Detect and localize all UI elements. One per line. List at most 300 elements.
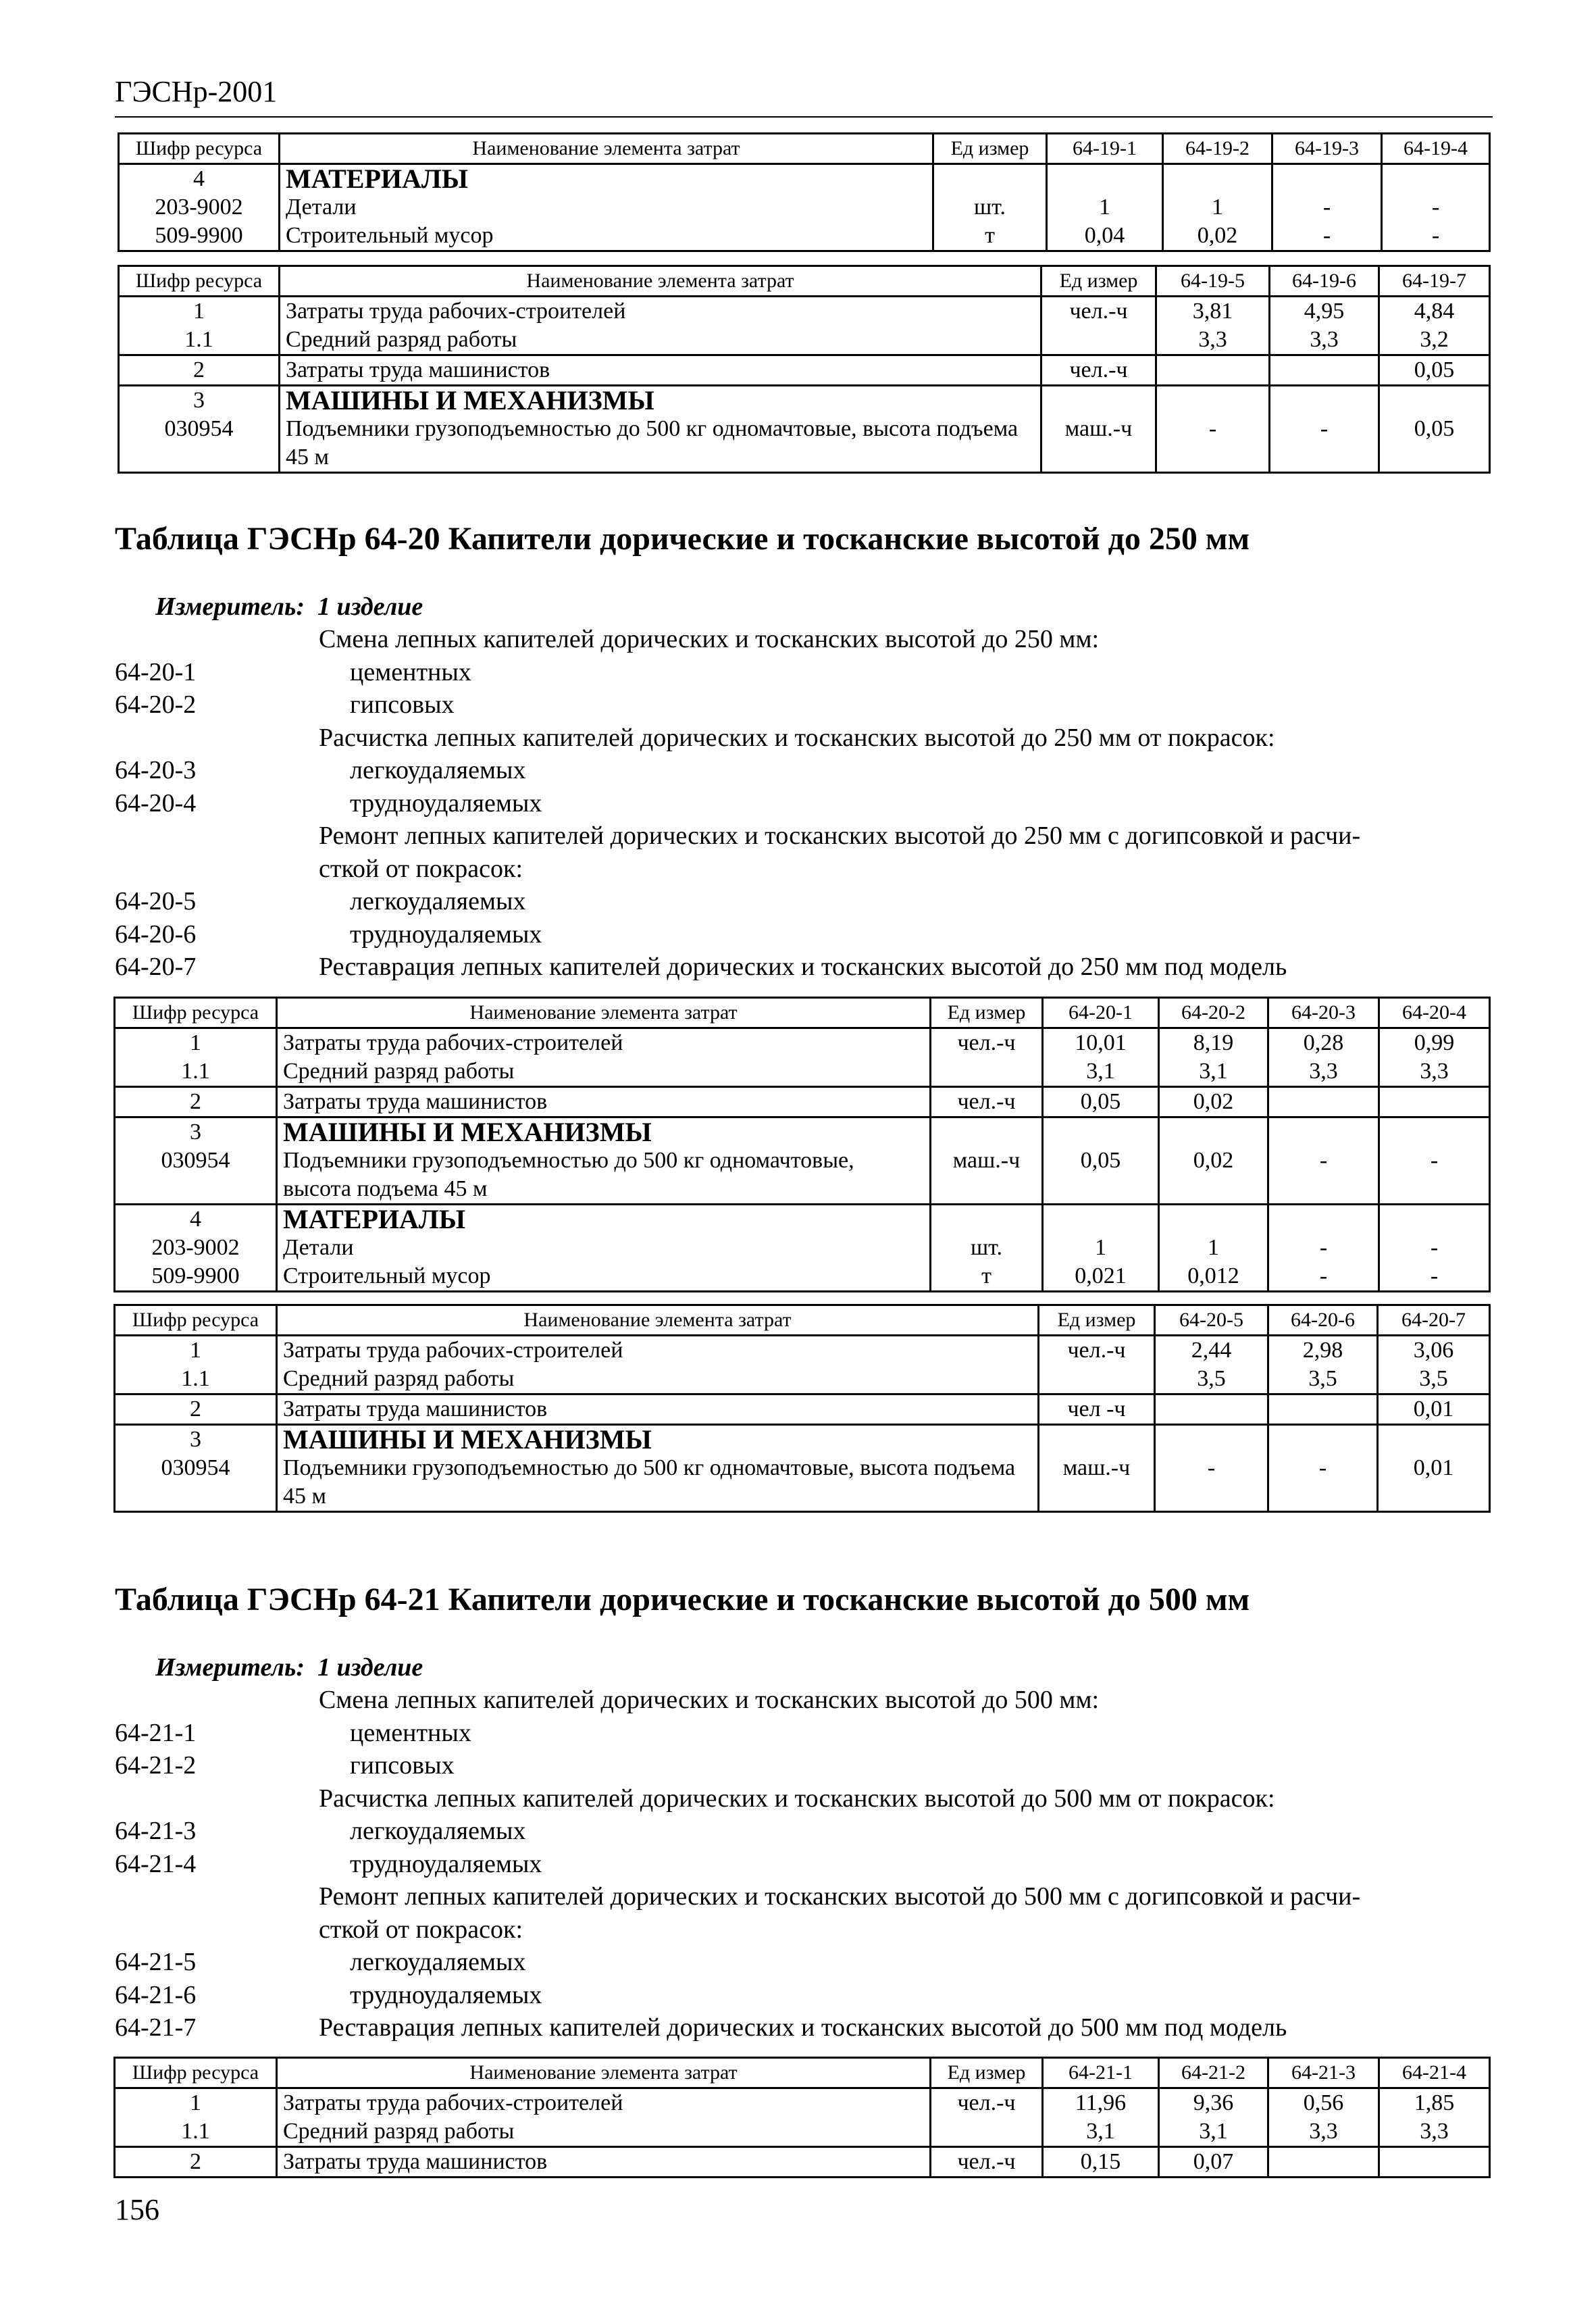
column-header: 64-21-2 [1159,2058,1268,2088]
cost-element-cell: МАШИНЫ И МЕХАНИЗМЫ [280,386,1041,416]
value-cell: - [1379,1147,1490,1205]
cost-element-cell: Строительный мусор [277,1262,931,1292]
meter-64-20 [155,592,423,622]
value-cell: - [1268,1234,1379,1262]
table-row [115,1394,1490,1425]
norm-code: 64-21-5 [115,1948,197,1976]
column-header: 64-20-5 [1155,1305,1268,1336]
value-cell: 3,1 [1159,2117,1268,2147]
column-header: 64-19-1 [1047,134,1163,164]
table-64-20-a [113,997,1491,1292]
list-item [115,1848,1493,1881]
value-cell: 3,3 [1268,1057,1379,1087]
table-row [115,2117,1490,2147]
column-header: 64-19-2 [1163,134,1272,164]
table-row [115,2088,1490,2118]
cost-element-cell: Затраты труда машинистов [277,1087,931,1117]
table-row [119,164,1490,194]
table-row [119,415,1490,473]
unit-cell: чел.-ч [931,2088,1043,2118]
cost-element-cell: Средний разряд работы [280,326,1041,355]
value-cell [1268,1087,1379,1117]
norm-code: 64-20-6 [115,920,197,949]
table-row [115,1117,1490,1147]
table-row [119,193,1490,222]
value-cell: 0,01 [1378,1394,1490,1425]
cost-element-cell: Детали [280,193,933,222]
value-cell: 3,3 [1379,2117,1490,2147]
value-cell [1270,355,1379,386]
unit-cell: т [933,222,1047,251]
table-row [115,1205,1490,1234]
value-cell: - [1268,1262,1379,1292]
table-row [115,2147,1490,2178]
cost-element-cell: Средний разряд работы [277,2117,931,2147]
value-cell: - [1379,1262,1490,1292]
column-header: Шифр ресурса [119,266,280,297]
work-description: трудноудаляемых [350,1980,542,2009]
table-row [115,1425,1490,1455]
cost-element-cell: Подъемники грузоподъемностью до 500 кг одномачтовые, высота подъема 45 м [277,1454,1039,1512]
unit-cell: чел.-ч [1041,297,1156,326]
value-cell: 0,07 [1159,2147,1268,2178]
work-description: Ремонт лепных капителей дорических и тосканских высотой до 500 мм с догипсовкой и расчи- [319,1882,1361,1911]
value-cell [1270,386,1379,416]
norm-code [115,1913,319,1946]
cost-element-cell: МАТЕРИАЛЫ [280,164,933,194]
column-header: 64-21-3 [1268,2058,1379,2088]
value-cell: 3,3 [1379,1057,1490,1087]
column-header: 64-20-2 [1159,998,1268,1028]
resource-code-cell: 1.1 [115,1365,277,1394]
meter-64-21 [155,1653,423,1682]
value-cell [1155,1425,1268,1455]
unit-cell: шт. [931,1234,1043,1262]
resource-code-cell: 1 [115,1336,277,1365]
work-description: цементных [350,1718,471,1747]
work-description: легкоудаляемых [350,1948,526,1976]
unit-cell [933,164,1047,194]
work-description: легкоудаляемых [350,887,526,915]
value-cell: 3,5 [1378,1365,1490,1394]
table-row [115,1087,1490,1117]
resource-code-cell: 3 [119,386,280,416]
resource-code-cell: 1.1 [119,326,280,355]
value-cell [1272,164,1382,194]
column-header: 64-19-6 [1270,266,1379,297]
value-cell: 4,84 [1379,297,1490,326]
list-item [115,1913,1493,1946]
value-cell [1159,1117,1268,1147]
resource-code-cell: 203-9002 [115,1234,277,1262]
unit-cell [1041,386,1156,416]
table-64-20-b [113,1304,1491,1513]
table-header-row [115,1305,1490,1336]
table-row [119,297,1490,326]
value-cell [1043,1205,1159,1234]
value-cell: 10,01 [1043,1028,1159,1058]
norm-code [115,1684,319,1717]
unit-cell: маш.-ч [1039,1454,1155,1512]
norm-code: 64-21-6 [115,1980,197,2009]
list-item [115,951,1493,984]
work-description: Расчистка лепных капителей дорических и тосканских высотой до 250 мм от покрасок: [319,723,1275,752]
value-cell [1159,1205,1268,1234]
column-header: Ед измер [931,998,1043,1028]
cost-element-cell: Строительный мусор [280,222,933,251]
unit-cell [931,2117,1043,2147]
table-row [115,1365,1490,1394]
value-cell [1155,1394,1268,1425]
norm-code: 64-20-2 [115,690,197,719]
work-list-64-21 [115,1684,1493,2044]
norm-code [115,853,319,886]
work-description: гипсовых [350,1751,455,1780]
resource-code-cell: 1.1 [115,2117,277,2147]
work-description: трудноудаляемых [350,920,542,949]
cost-element-cell: Подъемники грузоподъемностью до 500 кг одномачтовые, высота подъема 45 м [277,1147,931,1205]
value-cell [1268,1117,1379,1147]
value-cell: 1,85 [1379,2088,1490,2118]
value-cell [1156,386,1270,416]
work-description: легкоудаляемых [350,756,526,784]
value-cell: 0,012 [1159,1262,1268,1292]
value-cell [1379,1205,1490,1234]
resource-code-cell: 2 [115,1087,277,1117]
table-64-19-materials [118,132,1491,252]
list-item [115,1880,1493,1913]
column-header: 64-20-7 [1378,1305,1490,1336]
norm-code [115,722,319,755]
resource-code-cell: 4 [115,1205,277,1234]
meter-label: Измеритель: [155,593,305,621]
meter-label: Измеритель: [155,1653,305,1682]
value-cell: 0,04 [1047,222,1163,251]
unit-cell: чел.-ч [1041,355,1156,386]
value-cell: 1 [1163,193,1272,222]
work-description: Ремонт лепных капителей дорических и тосканских высотой до 250 мм с догипсовкой и расчи- [319,822,1361,850]
norm-code: 64-20-1 [115,657,197,686]
list-item [115,1749,1493,1782]
value-cell [1379,1117,1490,1147]
list-item [115,1946,1493,1979]
unit-cell: маш.-ч [1041,415,1156,473]
unit-cell: чел.-ч [1039,1336,1155,1365]
value-cell: 11,96 [1043,2088,1159,2118]
value-cell: - [1156,415,1270,473]
table-row [115,1234,1490,1262]
section-title-64-20: Таблица ГЭСНр 64-20 Капители дорические и тосканские высотой до 250 мм [115,521,1250,557]
table-64-19-labor [118,265,1491,474]
cost-element-cell: Затраты труда рабочих-строителей [277,1028,931,1058]
cost-element-cell: Затраты труда рабочих-строителей [277,2088,931,2118]
list-item [115,918,1493,951]
value-cell: 3,3 [1270,326,1379,355]
norm-code [115,1880,319,1913]
column-header: Ед измер [931,2058,1043,2088]
table-row [115,1262,1490,1292]
work-list-64-20 [115,623,1493,984]
norm-code: 64-21-1 [115,1718,197,1747]
table-row [115,1057,1490,1087]
table-header-row [115,998,1490,1028]
table-header-row [119,134,1490,164]
value-cell: 3,1 [1159,1057,1268,1087]
list-item [115,1684,1493,1717]
unit-cell [931,1117,1043,1147]
table-row [115,1454,1490,1512]
header-rule [115,116,1493,118]
resource-code-cell: 030954 [115,1454,277,1512]
column-header: 64-21-4 [1379,2058,1490,2088]
work-description: сткой от покрасок: [319,854,523,883]
value-cell: 0,02 [1163,222,1272,251]
resource-code-cell: 2 [115,1394,277,1425]
value-cell [1379,386,1490,416]
value-cell [1382,164,1490,194]
list-item [115,820,1493,853]
meter-value: 1 изделие [317,1653,423,1682]
cost-element-cell: Детали [277,1234,931,1262]
table-row [119,222,1490,251]
value-cell: 0,28 [1268,1028,1379,1058]
resource-code-cell: 509-9900 [115,1262,277,1292]
value-cell: - [1268,1147,1379,1205]
meter-value: 1 изделие [317,593,423,621]
norm-code: 64-21-7 [115,2013,197,2042]
norm-code: 64-20-4 [115,788,197,818]
list-item [115,787,1493,820]
value-cell: 3,06 [1378,1336,1490,1365]
norm-code: 64-20-5 [115,887,197,915]
unit-cell [931,1057,1043,1087]
value-cell [1268,1205,1379,1234]
resource-code-cell: 1 [115,2088,277,2118]
list-item [115,1782,1493,1815]
column-header: Шифр ресурса [115,1305,277,1336]
norm-code: 64-20-3 [115,756,197,784]
value-cell [1379,2147,1490,2178]
column-header: Наименование элемента затрат [277,2058,931,2088]
table-row [119,355,1490,386]
list-item [115,1979,1493,2012]
table-row [115,1147,1490,1205]
value-cell: 3,2 [1379,326,1490,355]
table-64-21-a [113,2057,1491,2178]
value-cell: - [1382,222,1490,251]
value-cell: 0,05 [1043,1147,1159,1205]
cost-element-cell: МАШИНЫ И МЕХАНИЗМЫ [277,1425,1039,1455]
value-cell: 9,36 [1159,2088,1268,2118]
value-cell: 3,5 [1155,1365,1268,1394]
cost-element-cell: Затраты труда машинистов [280,355,1041,386]
norm-code [115,820,319,853]
value-cell: 0,05 [1379,355,1490,386]
list-item [115,656,1493,689]
value-cell: 2,44 [1155,1336,1268,1365]
value-cell: 1 [1043,1234,1159,1262]
resource-code-cell: 203-9002 [119,193,280,222]
value-cell: 2,98 [1268,1336,1378,1365]
value-cell: 0,05 [1043,1087,1159,1117]
unit-cell: маш.-ч [931,1147,1043,1205]
list-item [115,1717,1493,1750]
unit-cell: шт. [933,193,1047,222]
value-cell: 3,3 [1156,326,1270,355]
unit-cell: чел.-ч [931,1087,1043,1117]
column-header: Наименование элемента затрат [277,1305,1039,1336]
value-cell: 3,5 [1268,1365,1378,1394]
running-head: ГЭСНр-2001 [115,75,278,108]
column-header: Ед измер [933,134,1047,164]
resource-code-cell: 2 [115,2147,277,2178]
value-cell [1378,1425,1490,1455]
column-header: Наименование элемента затрат [277,998,931,1028]
column-header: 64-19-3 [1272,134,1382,164]
value-cell [1163,164,1272,194]
table-row [115,1336,1490,1365]
column-header: Шифр ресурса [115,2058,277,2088]
work-description: цементных [350,657,471,686]
column-header: Шифр ресурса [115,998,277,1028]
norm-code: 64-21-3 [115,1817,197,1845]
value-cell [1268,2147,1379,2178]
value-cell: 3,1 [1043,2117,1159,2147]
resource-code-cell: 030954 [115,1147,277,1205]
resource-code-cell: 509-9900 [119,222,280,251]
value-cell [1268,1425,1378,1455]
value-cell: 4,95 [1270,297,1379,326]
work-description: Реставрация лепных капителей дорических и тосканских высотой до 500 мм под модель [319,2013,1287,2042]
page-number: 156 [115,2193,159,2226]
cost-element-cell: Затраты труда рабочих-строителей [280,297,1041,326]
resource-code-cell: 1 [115,1028,277,1058]
value-cell: 0,01 [1378,1454,1490,1512]
resource-code-cell: 2 [119,355,280,386]
cost-element-cell: Затраты труда машинистов [277,2147,931,2178]
resource-code-cell: 3 [115,1425,277,1455]
resource-code-cell: 4 [119,164,280,194]
column-header: Наименование элемента затрат [280,134,933,164]
value-cell: - [1379,1234,1490,1262]
table-row [115,1028,1490,1058]
value-cell: 0,56 [1268,2088,1379,2118]
column-header: Ед измер [1041,266,1156,297]
list-item [115,754,1493,787]
unit-cell [1039,1365,1155,1394]
work-description: Смена лепных капителей дорических и тосканских высотой до 500 мм: [319,1686,1100,1714]
value-cell: 0,99 [1379,1028,1490,1058]
section-title-64-21: Таблица ГЭСНр 64-21 Капители дорические и тосканские высотой до 500 мм [115,1582,1250,1617]
value-cell: 3,3 [1268,2117,1379,2147]
value-cell: - [1268,1454,1378,1512]
value-cell: - [1272,193,1382,222]
list-item [115,688,1493,722]
list-item [115,2011,1493,2044]
cost-element-cell: Подъемники грузоподъемностью до 500 кг одномачтовые, высота подъема 45 м [280,415,1041,473]
value-cell: 0,021 [1043,1262,1159,1292]
column-header: Шифр ресурса [119,134,280,164]
value-cell: 0,02 [1159,1147,1268,1205]
column-header: Наименование элемента затрат [280,266,1041,297]
unit-cell: чел -ч [1039,1394,1155,1425]
cost-element-cell: МАТЕРИАЛЫ [277,1205,931,1234]
unit-cell: т [931,1262,1043,1292]
work-description: трудноудаляемых [350,1849,542,1878]
unit-cell [1039,1425,1155,1455]
value-cell: 8,19 [1159,1028,1268,1058]
table-header-row [115,2058,1490,2088]
norm-code [115,1782,319,1815]
table-row [119,326,1490,355]
column-header: 64-20-6 [1268,1305,1378,1336]
column-header: 64-19-7 [1379,266,1490,297]
work-description: Смена лепных капителей дорических и тосканских высотой до 250 мм: [319,625,1100,653]
value-cell [1268,1394,1378,1425]
column-header: 64-21-1 [1043,2058,1159,2088]
resource-code-cell: 3 [115,1117,277,1147]
work-description: Реставрация лепных капителей дорических и тосканских высотой до 250 мм под модель [319,953,1287,981]
value-cell [1047,164,1163,194]
list-item [115,885,1493,918]
value-cell: - [1270,415,1379,473]
table-header-row [119,266,1490,297]
list-item [115,853,1493,886]
value-cell [1043,1117,1159,1147]
work-description: Расчистка лепных капителей дорических и тосканских высотой до 500 мм от покрасок: [319,1784,1275,1813]
unit-cell: чел.-ч [931,1028,1043,1058]
work-description: гипсовых [350,690,455,719]
norm-code [115,623,319,656]
value-cell [1379,1087,1490,1117]
value-cell [1156,355,1270,386]
cost-element-cell: Средний разряд работы [277,1057,931,1087]
value-cell: - [1155,1454,1268,1512]
value-cell: 1 [1159,1234,1268,1262]
table-row [119,386,1490,416]
unit-cell: чел.-ч [931,2147,1043,2178]
resource-code-cell: 1.1 [115,1057,277,1087]
list-item [115,1815,1493,1848]
value-cell: 0,15 [1043,2147,1159,2178]
work-description: трудноудаляемых [350,788,542,818]
column-header: 64-20-1 [1043,998,1159,1028]
value-cell: - [1272,222,1382,251]
norm-code: 64-21-2 [115,1751,197,1780]
column-header: Ед измер [1039,1305,1155,1336]
column-header: 64-20-4 [1379,998,1490,1028]
value-cell: - [1382,193,1490,222]
value-cell: 0,05 [1379,415,1490,473]
norm-code: 64-20-7 [115,953,197,981]
unit-cell [931,1205,1043,1234]
list-item [115,722,1493,755]
column-header: 64-19-4 [1382,134,1490,164]
cost-element-cell: Затраты труда рабочих-строителей [277,1336,1039,1365]
work-description: легкоудаляемых [350,1817,526,1845]
list-item [115,623,1493,656]
column-header: 64-19-5 [1156,266,1270,297]
cost-element-cell: МАШИНЫ И МЕХАНИЗМЫ [277,1117,931,1147]
column-header: 64-20-3 [1268,998,1379,1028]
cost-element-cell: Затраты труда машинистов [277,1394,1039,1425]
norm-code: 64-21-4 [115,1849,197,1878]
resource-code-cell: 1 [119,297,280,326]
resource-code-cell: 030954 [119,415,280,473]
work-description: сткой от покрасок: [319,1915,523,1944]
unit-cell [1041,326,1156,355]
value-cell: 3,81 [1156,297,1270,326]
